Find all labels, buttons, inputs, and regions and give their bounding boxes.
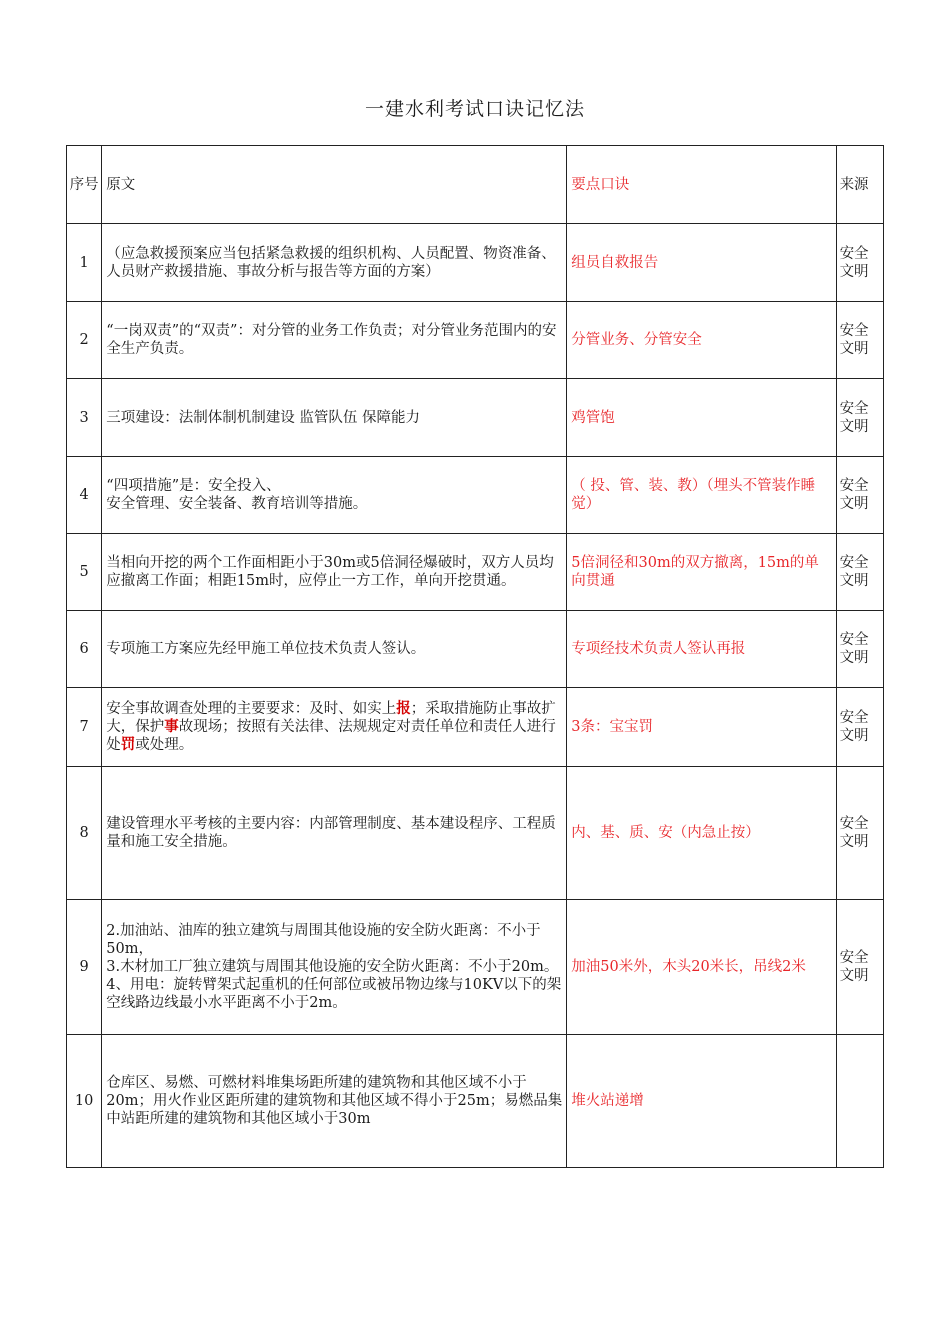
text-line: 安全管理、安全装备、教育培训等措施。	[106, 496, 368, 512]
text-segment: 故现场；按照有关法律、法规规定对责任单位和责任人进行处	[106, 719, 556, 753]
table-row	[67, 457, 884, 534]
row-no: 1	[67, 224, 102, 302]
row-mnemonic: 堆火站递增	[567, 1035, 836, 1168]
row-mnemonic: 内、基、质、安（内急止按）	[567, 767, 836, 900]
table-row	[67, 611, 884, 688]
table-row	[67, 1035, 884, 1168]
row-no: 10	[67, 1035, 102, 1168]
row-source	[836, 1035, 883, 1168]
header-original: 原文	[102, 146, 567, 224]
header-mnemonic: 要点口诀	[567, 146, 836, 224]
row-no: 7	[67, 688, 102, 767]
row-mnemonic: 组员自救报告	[567, 224, 836, 302]
highlight-char: 报	[396, 700, 411, 717]
row-no: 9	[67, 900, 102, 1035]
row-source: 安全文明	[836, 900, 883, 1035]
row-source: 安全文明	[836, 688, 883, 767]
row-mnemonic: 3条：宝宝罚	[567, 688, 836, 767]
row-text: 建设管理水平考核的主要内容：内部管理制度、基本建设程序、工程质量和施工安全措施。	[102, 767, 567, 900]
text-segment: 安全事故调查处理的主要要求：及时、如实上	[106, 701, 397, 717]
row-no: 4	[67, 457, 102, 534]
text-line: 4、用电：旋转臂架式起重机的任何部位或被吊物边缘与10KV以下的架空线路边线最小水平距离不小于2m。	[106, 977, 562, 1011]
row-source: 安全文明	[836, 302, 883, 379]
highlight-char: 事	[164, 718, 179, 735]
table-row	[67, 688, 884, 767]
row-text: 当相向开挖的两个工作面相距小于30m或5倍洞径爆破时，双方人员均应撤离工作面；相距15m时，应停止一方工作，单向开挖贯通。	[102, 534, 567, 611]
table-row	[67, 767, 884, 900]
row-mnemonic: 专项经技术负责人签认再报	[567, 611, 836, 688]
row-source: 安全文明	[836, 611, 883, 688]
row-mnemonic: 加油50米外，木头20米长，吊线2米	[567, 900, 836, 1035]
row-text	[102, 900, 567, 1035]
text-segment: ；采取措施防止事故扩大，保护	[106, 701, 556, 735]
row-source: 安全文明	[836, 534, 883, 611]
row-no: 5	[67, 534, 102, 611]
table-row	[67, 224, 884, 302]
table-row	[67, 379, 884, 457]
row-text	[102, 457, 567, 534]
text-line: 3.木材加工厂独立建筑与周围其他设施的安全防火距离：不小于20m。	[106, 959, 559, 975]
highlight-char: 罚	[120, 736, 136, 753]
row-text: 仓库区、易燃、可燃材料堆集场距所建的建筑物和其他区域不小于20m；用火作业区距所建的建筑物和其他区域不得小于25m；易燃品集中站距所建的建筑物和其他区域小于30m	[102, 1035, 567, 1168]
row-mnemonic: 鸡管饱	[567, 379, 836, 457]
header-source: 来源	[836, 146, 883, 224]
row-mnemonic: （ 投、管、装、教）（埋头不管装作睡觉）	[567, 457, 836, 534]
header-no: 序号	[67, 146, 102, 224]
row-text: 三项建设：法制体制机制建设 监管队伍 保障能力	[102, 379, 567, 457]
row-no: 8	[67, 767, 102, 900]
row-text: （应急救援预案应当包括紧急救援的组织机构、人员配置、物资准备、人员财产救援措施、事故分析与报告等方面的方案）	[102, 224, 567, 302]
text-line: “四项措施”是：安全投入、	[106, 478, 281, 494]
table-row	[67, 900, 884, 1035]
row-no: 2	[67, 302, 102, 379]
mnemonic-table	[66, 145, 884, 1168]
row-no: 3	[67, 379, 102, 457]
row-no: 6	[67, 611, 102, 688]
text-segment: 或处理。	[135, 737, 194, 753]
row-source: 安全文明	[836, 224, 883, 302]
page-title: 一建水利考试口诀记忆法	[364, 98, 585, 120]
row-source: 安全文明	[836, 457, 883, 534]
table-row	[67, 534, 884, 611]
table-header	[67, 146, 884, 224]
row-text: “一岗双责”的“双责”：对分管的业务工作负责；对分管业务范围内的安全生产负责。	[102, 302, 567, 379]
text-line: 2.加油站、油库的独立建筑与周围其他设施的安全防火距离：不小于50m，	[106, 923, 541, 957]
row-source: 安全文明	[836, 379, 883, 457]
row-text: 专项施工方案应先经甲施工单位技术负责人签认。	[102, 611, 567, 688]
row-source: 安全文明	[836, 767, 883, 900]
row-mnemonic: 分管业务、分管安全	[567, 302, 836, 379]
row-mnemonic: 5倍洞径和30m的双方撤离，15m的单向贯通	[567, 534, 836, 611]
row-text	[102, 688, 567, 767]
table-row	[67, 302, 884, 379]
